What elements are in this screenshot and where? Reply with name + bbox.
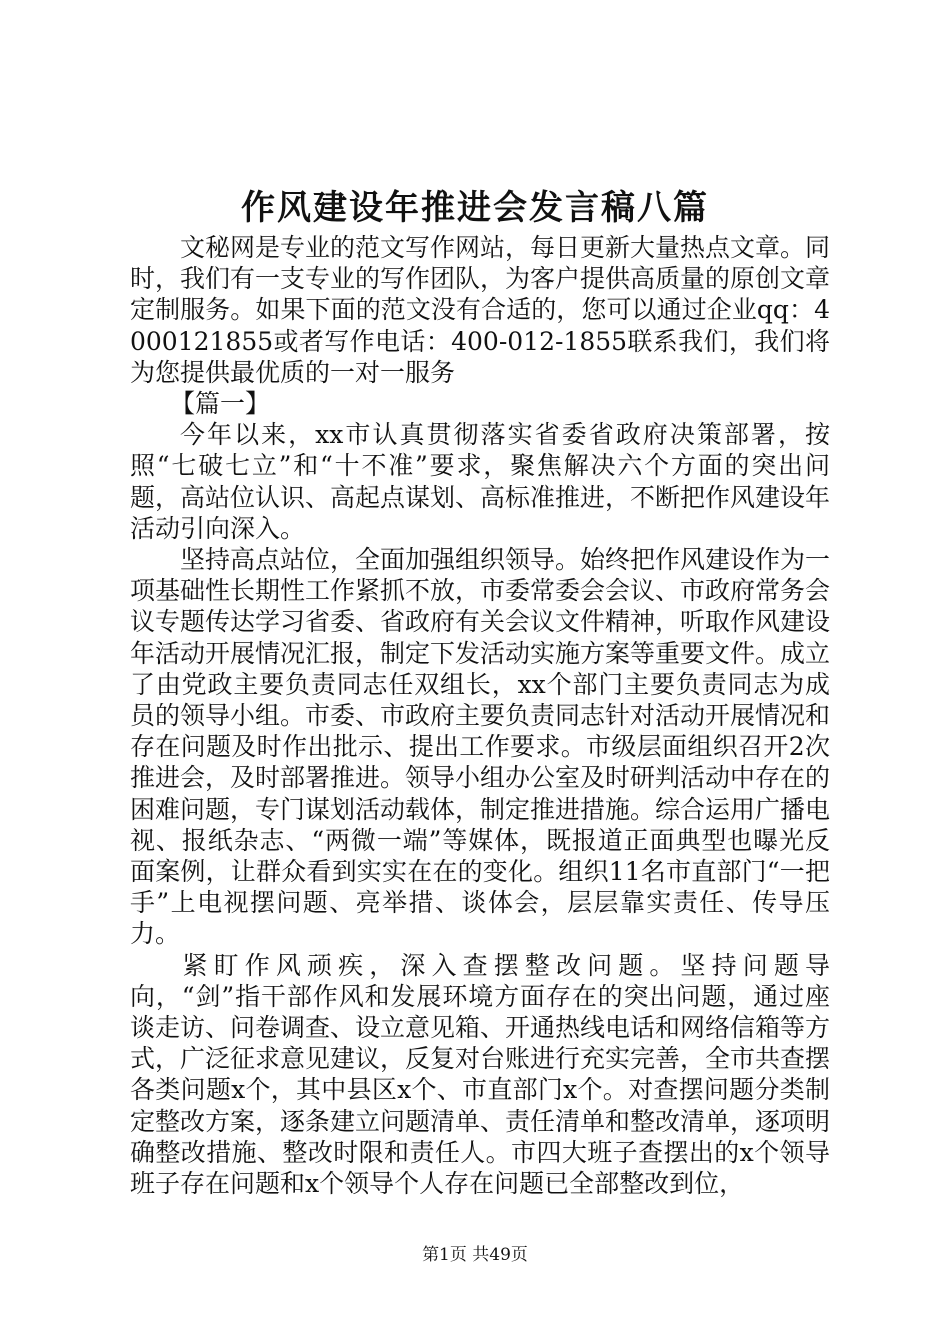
- body-paragraph: 坚持高点站位，全面加强组织领导。始终把作风建设作为一项基础性长期性工作紧抓不放，市委常委会会议、市政府常务会议专题传达学习省委、省政府有关会议文件精神，听取作风建设年活动开展情况汇报，制定下发活动实施方案等重要文件。成立了由党政主要负责同志任双组长，xx个部门主要负责同志为成员的领导小组。市委、市政府主要负责同志针对活动开展情况和存在问题及时作出批示、提出工作要求。市级层面组织召开2次推进会，及时部署推进。领导小组办公室及时研判活动中存在的困难问题，专门谋划活动载体，制定推进措施。综合运用广播电视、报纸杂志、“两微一端”等媒体，既报道正面典型也曝光反面案例，让群众看到实实在在的变化。组织11名市直部门“一把手”上电视摆问题、亮举措、谈体会，层层靠实责任、传导压力。: [130, 545, 831, 949]
- document-title: 作风建设年推进会发言稿八篇: [241, 188, 709, 228]
- page-number-footer: 第1页 共49页: [422, 1245, 528, 1265]
- body-paragraph: 紧盯作风顽疾，深入查摆整改问题。坚持问题导向，“剑”指干部作风和发展环境方面存在的突出问题，通过座谈走访、问卷调查、设立意见箱、开通热线电话和网络信箱等方式，广泛征求意见建议，反复对台账进行充实完善，全市共查摆各类问题x个，其中县区x个、市直部门x个。对查摆问题分类制定整改方案，逐条建立问题清单、责任清单和整改清单，逐项明确整改措施、整改时限和责任人。市四大班子查摆出的x个领导班子存在问题和x个领导个人存在问题已全部整改到位，: [130, 950, 831, 1199]
- document-body: [130, 232, 830, 1199]
- body-paragraph: 今年以来，xx市认真贯彻落实省委省政府决策部署，按照“七破七立”和“十不准”要求，聚焦解决六个方面的突出问题，高站位认识、高起点谋划、高标准推进，不断把作风建设年活动引向深入。: [130, 420, 831, 543]
- section-marker: 【篇一】: [170, 389, 271, 419]
- intro-paragraph: 文秘网是专业的范文写作网站，每日更新大量热点文章。同时，我们有一支专业的写作团队，为客户提供高质量的原创文章定制服务。如果下面的范文没有合适的，您可以通过企业qq：4000121855或者写作电话：400-012-1855联系我们，我们将为您提供最优质的一对一服务: [130, 233, 831, 387]
